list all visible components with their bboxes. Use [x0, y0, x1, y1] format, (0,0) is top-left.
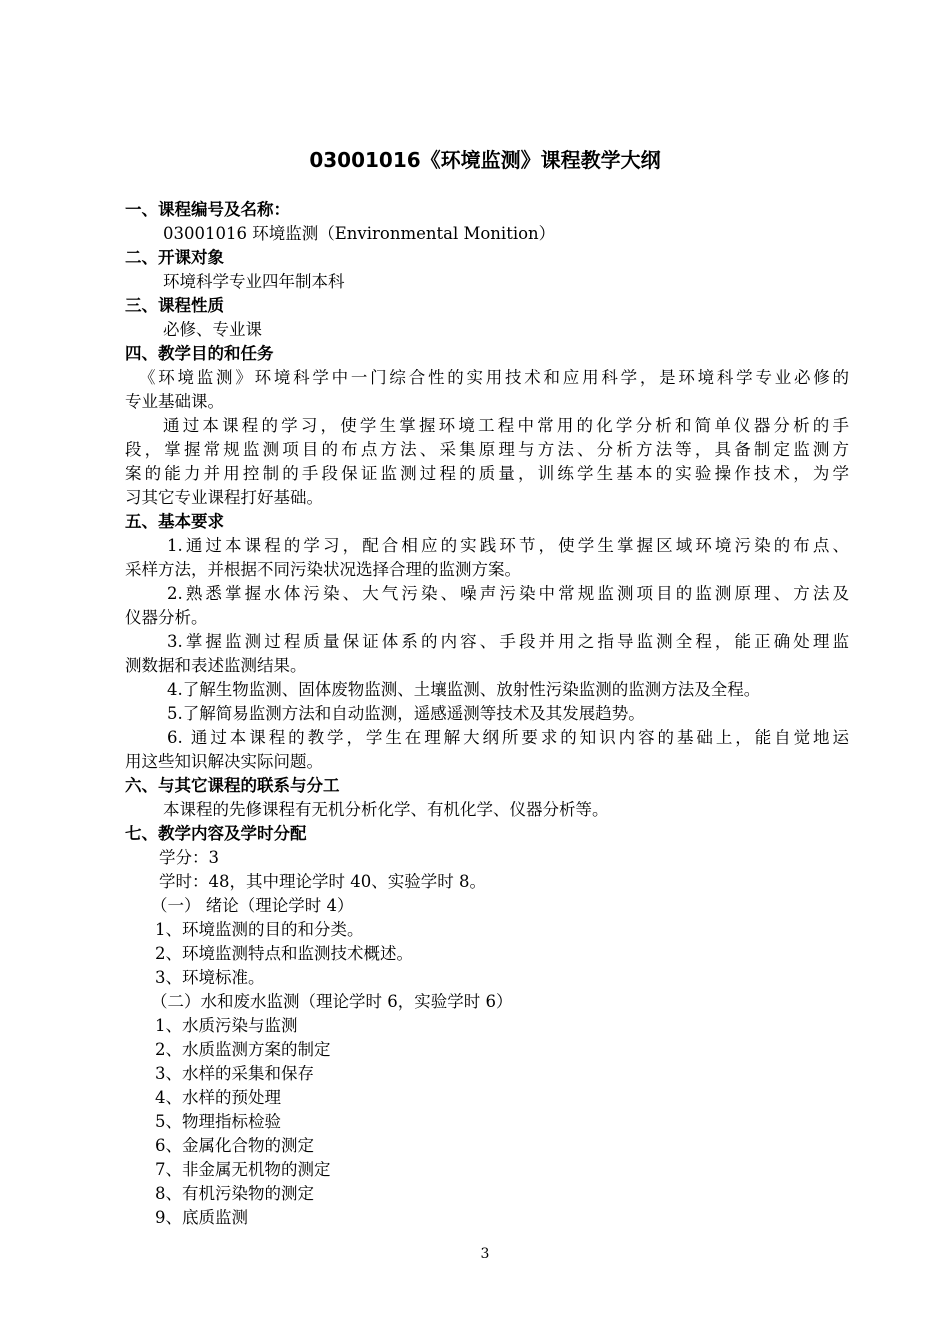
section-heading: 一、课程编号及名称： [125, 200, 290, 219]
paragraph-line: 专业基础课。 [125, 392, 224, 411]
page-number: 3 [480, 1246, 490, 1262]
list-item: 2、环境监测特点和监测技术概述。 [155, 944, 413, 963]
section-heading: 五、基本要求 [125, 512, 224, 531]
list-item: 3、水样的采集和保存 [155, 1064, 314, 1083]
list-item: 1、环境监测的目的和分类。 [155, 920, 364, 939]
requirement-line: 6. 通过本课程的教学，学生在理解大纲所要求的知识内容的基础上，能自觉地运 [167, 728, 849, 747]
list-item: 4、水样的预处理 [155, 1088, 281, 1107]
document-title: 03001016《环境监测》课程教学大纲 [309, 148, 661, 172]
content-unit-heading: （二）水和废水监测（理论学时 6，实验学时 6） [151, 992, 513, 1011]
requirement-line: 2.熟悉掌握水体污染、大气污染、噪声污染中常规监测项目的监测原理、方法及 [167, 584, 849, 603]
list-item: 6、金属化合物的测定 [155, 1136, 314, 1155]
requirement-line: 测数据和表述监测结果。 [125, 656, 307, 675]
requirement-line: 1.通过本课程的学习，配合相应的实践环节，使学生掌握区域环境污染的布点、 [167, 536, 849, 555]
paragraph-line: 通过本课程的学习，使学生掌握环境工程中常用的化学分析和简单仪器分析的手 [163, 416, 849, 435]
list-item: 3、环境标准。 [155, 968, 265, 987]
list-item: 2、水质监测方案的制定 [155, 1040, 331, 1059]
requirement-line: 4.了解生物监测、固体废物监测、土壤监测、放射性污染监测的监测方法及全程。 [167, 680, 761, 699]
course-code-name: 03001016 环境监测（Environmental Monition） [163, 224, 556, 243]
paragraph-line: 案的能力并用控制的手段保证监测过程的质量，训练学生基本的实验操作技术，为学 [125, 464, 849, 483]
list-item: 5、物理指标检验 [155, 1112, 281, 1131]
list-item: 9、底质监测 [155, 1208, 248, 1227]
section-heading: 三、课程性质 [125, 296, 224, 315]
section-heading: 七、教学内容及学时分配 [125, 824, 307, 843]
paragraph-line: 段，掌握常规监测项目的布点方法、采集原理与方法、分析方法等，具备制定监测方 [125, 440, 849, 459]
requirement-line: 仪器分析。 [125, 608, 208, 627]
requirement-line: 用这些知识解决实际问题。 [125, 752, 323, 771]
content-unit-heading: （一） 绪论（理论学时 4） [151, 896, 354, 915]
list-item: 1、水质污染与监测 [155, 1016, 298, 1035]
paragraph-line: 习其它专业课程打好基础。 [125, 488, 323, 507]
paragraph-line: 本课程的先修课程有无机分析化学、有机化学、仪器分析等。 [163, 800, 609, 819]
requirement-line: 3.掌握监测过程质量保证体系的内容、手段并用之指导监测全程，能正确处理监 [167, 632, 849, 651]
section-heading: 二、开课对象 [125, 248, 224, 267]
requirement-line: 采样方法，并根据不同污染状况选择合理的监测方案。 [125, 560, 521, 579]
section-heading: 六、与其它课程的联系与分工 [125, 776, 340, 795]
requirement-line: 5.了解简易监测方法和自动监测，遥感遥测等技术及其发展趋势。 [167, 704, 645, 723]
credits: 学分：3 [159, 848, 219, 867]
hours: 学时：48，其中理论学时 40、实验学时 8。 [159, 872, 486, 891]
paragraph-line: 《环境监测》环境科学中一门综合性的实用技术和应用科学，是环境科学专业必修的 [139, 368, 849, 387]
list-item: 7、非金属无机物的测定 [155, 1160, 331, 1179]
list-item: 8、有机污染物的测定 [155, 1184, 314, 1203]
section-heading: 四、教学目的和任务 [125, 344, 274, 363]
course-nature: 必修、专业课 [163, 320, 262, 339]
target-students: 环境科学专业四年制本科 [163, 272, 345, 291]
